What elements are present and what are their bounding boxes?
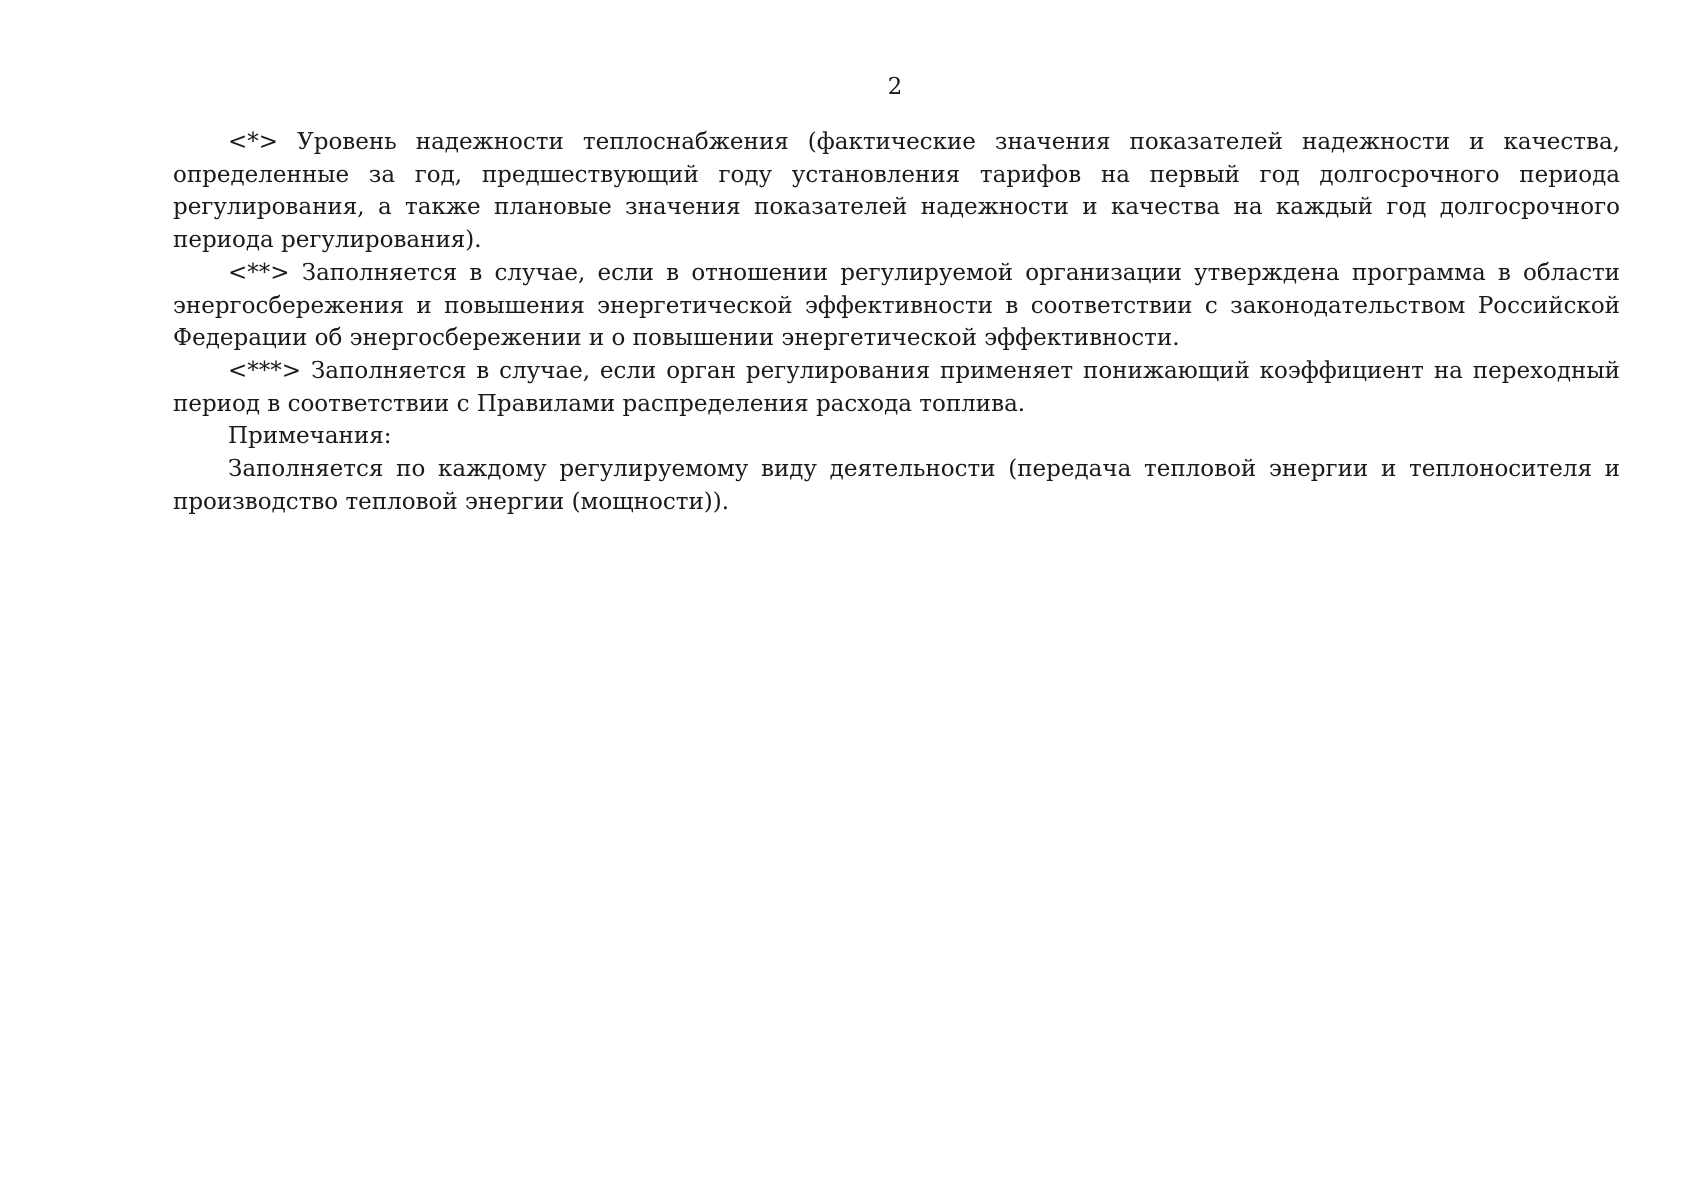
footnote-3	[173, 355, 1620, 420]
footnote-marker: <**>	[228, 259, 290, 286]
footnote-marker: <***>	[228, 357, 302, 384]
footnote-2	[173, 257, 1620, 355]
footnote-text: Заполняется в случае, если орган регулирования применяет понижающий коэффициент на переходный период в соответствии с Правилами распределения расхода топлива.	[173, 357, 1620, 417]
page-number: 2	[887, 74, 903, 100]
notes-heading: Примечания:	[228, 423, 392, 450]
notes-text: Заполняется по каждому регулируемому виду деятельности (передача тепловой энергии и теплоносителя и производство тепловой энергии (мощности)).	[173, 456, 1620, 515]
footnote-marker: <*>	[228, 129, 279, 155]
footnote-text: Уровень надежности теплоснабжения (фактические значения показателей надежности и качества, определенные за год, предшествующий году установления тарифов на первый год долгосрочного периода регулирования, а также плановые значения показателей надежности и качества на каждый год долгосрочного периода регулирования).	[173, 129, 1620, 254]
footnote-text: Заполняется в случае, если в отношении регулируемой организации утверждена программа в области энергосбережения и повышения энергетической эффективности в соответствии с законодательством Российской Федерации об энергосбережении и о повышении энергетической эффективности.	[173, 259, 1621, 352]
footnote-1	[173, 126, 1620, 257]
document-body	[173, 126, 1620, 518]
